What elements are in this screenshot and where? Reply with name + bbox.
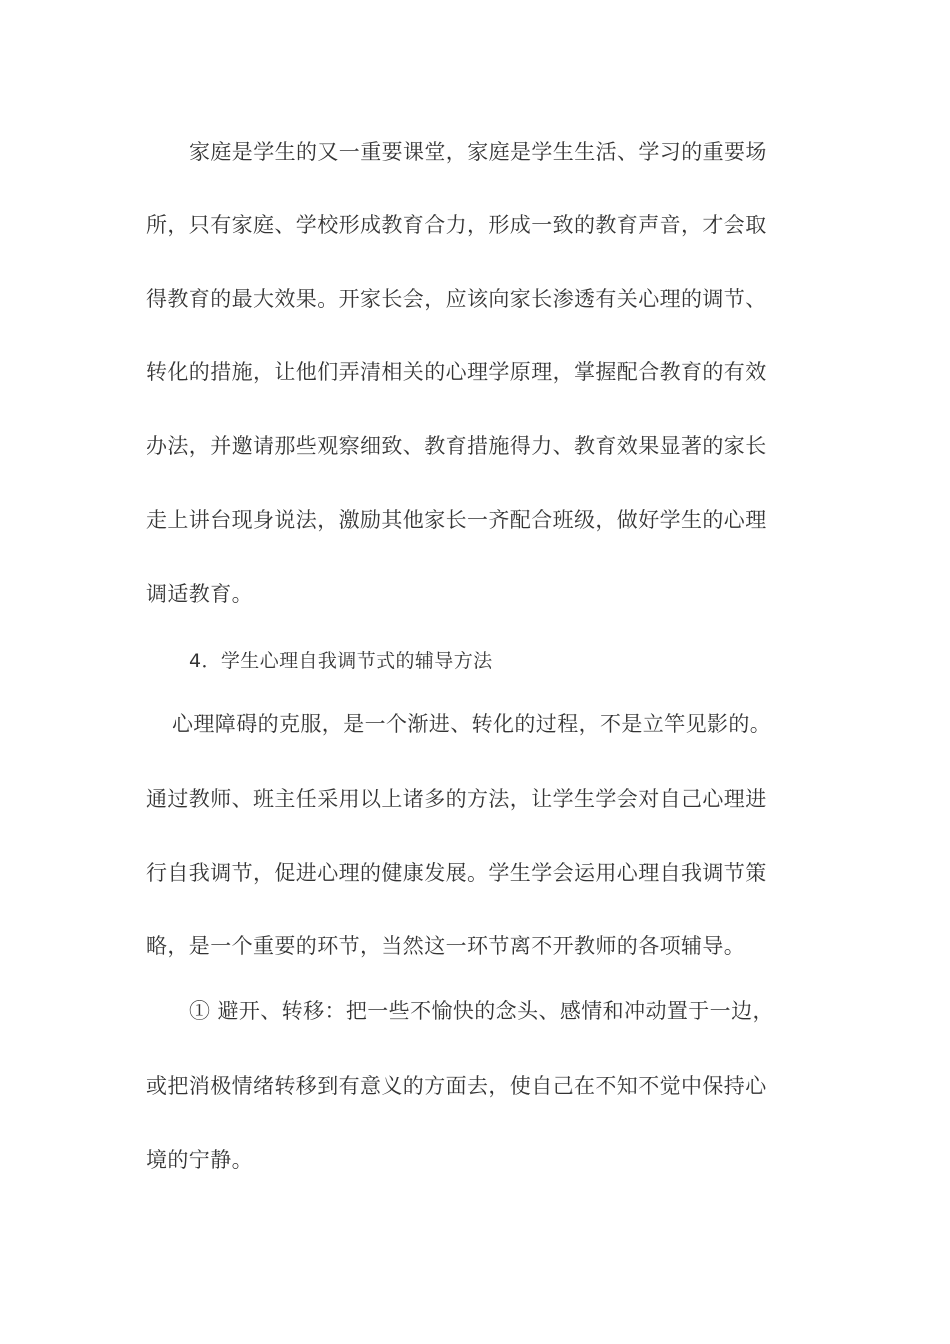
- paragraph-2-line-4: 略，是一个重要的环节，当然这一环节离不开教师的各项辅导。: [146, 934, 746, 958]
- paragraph-3-line-2: 或把消极情绪转移到有意义的方面去，使自己在不知不觉中保持心: [146, 1074, 767, 1098]
- paragraph-1-line-5: 办法，并邀请那些观察细致、教育措施得力、教育效果显著的家长: [146, 434, 767, 458]
- paragraph-1-line-3: 得教育的最大效果。开家长会，应该向家长渗透有关心理的调节、: [146, 287, 767, 311]
- paragraph-1-line-7: 调适教育。: [146, 582, 253, 606]
- paragraph-2-line-1: 心理障碍的克服，是一个渐进、转化的过程，不是立竿见影的。: [172, 712, 772, 736]
- paragraph-1-line-6: 走上讲台现身说法，激励其他家长一齐配合班级，做好学生的心理: [146, 508, 767, 532]
- paragraph-3-line-1: ① 避开、转移：把一些不愉快的念头、感情和冲动置于一边，: [189, 999, 774, 1023]
- paragraph-2-line-2: 通过教师、班主任采用以上诸多的方法，让学生学会对自己心理进: [146, 787, 767, 811]
- paragraph-1-line-2: 所，只有家庭、学校形成教育合力，形成一致的教育声音，才会取: [146, 213, 767, 237]
- paragraph-1-line-1: 家庭是学生的又一重要课堂，家庭是学生生活、学习的重要场: [189, 140, 767, 164]
- paragraph-1-line-4: 转化的措施，让他们弄清相关的心理学原理，掌握配合教育的有效: [146, 360, 767, 384]
- paragraph-3-line-3: 境的宁静。: [146, 1148, 253, 1172]
- section-heading: 4．学生心理自我调节式的辅导方法: [189, 650, 493, 672]
- paragraph-2-line-3: 行自我调节，促进心理的健康发展。学生学会运用心理自我调节策: [146, 861, 767, 885]
